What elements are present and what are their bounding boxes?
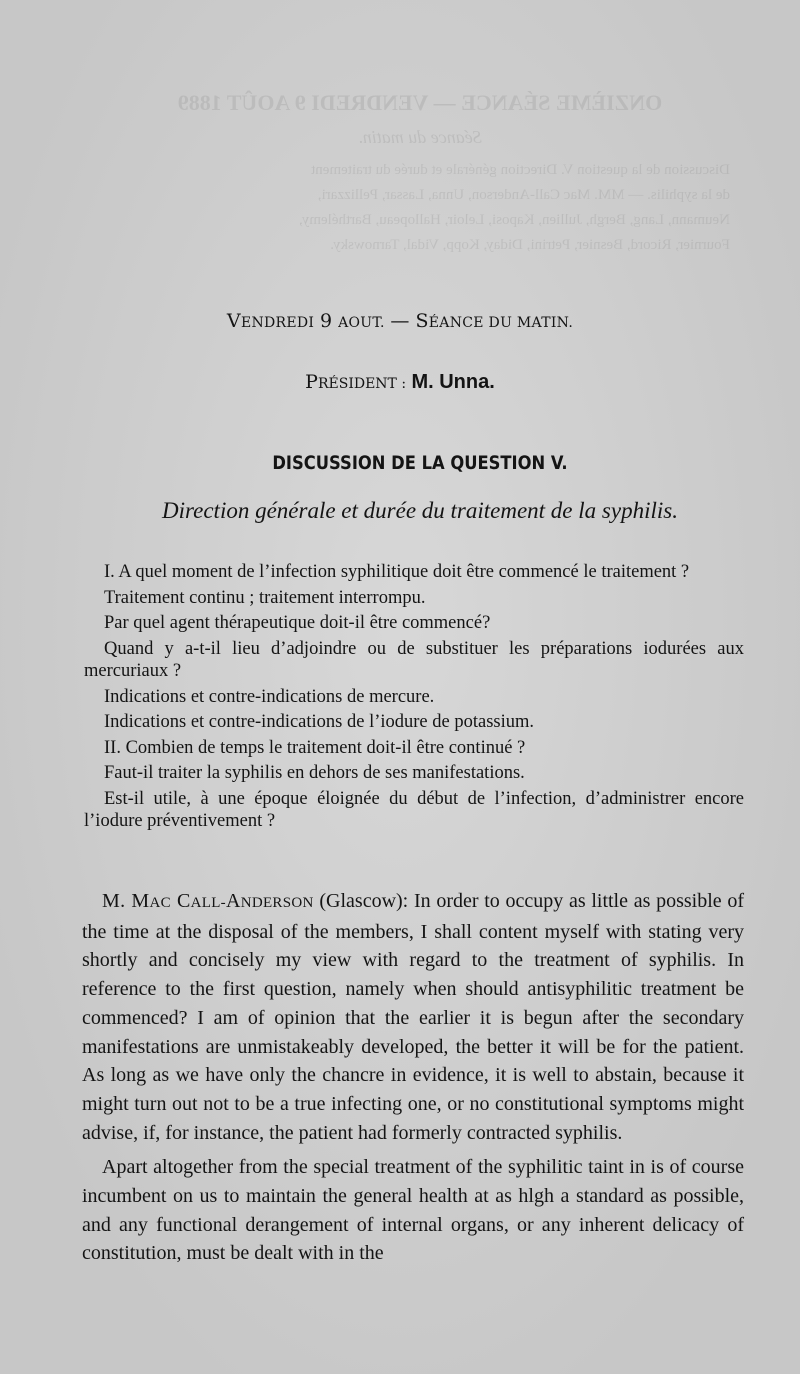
header-session-initial: S xyxy=(415,310,429,332)
speaker-rest: NDERSON xyxy=(240,895,314,911)
speech-paragraph-1 xyxy=(82,887,744,1147)
header-date: 9 xyxy=(319,310,333,332)
president-name: M. Unna. xyxy=(411,371,495,393)
discussion-subtitle: Direction générale et durée du traitement de la syphilis. xyxy=(162,498,678,523)
speech-body xyxy=(82,887,744,1274)
speech-paragraph-2: Apart altogether from the special treatment of the syphilitic taint in is of course incumbent on us to maintain the general health at as hlgh a standard as possible, and any functional derangement of internal organs, or any inherent delicacy of constitution, must be dealt with in the xyxy=(82,1156,744,1265)
question-item: Traitement continu ; traitement interrompu. xyxy=(104,587,426,608)
ghost-line: de la syphilis. — MM. Mac Call-Anderson, Unna, Lassar, Pellizzari, xyxy=(317,187,730,203)
header-session-rest: ÉANCE DU MATIN. xyxy=(428,315,574,331)
discussion-title: DISCUSSION DE LA QUESTION V. xyxy=(272,452,568,474)
question-item: Par quel agent thérapeutique doit-il être commencé? xyxy=(104,613,491,633)
question-item: Indications et contre-indications de l’iodure de potassium. xyxy=(104,712,535,732)
question-item: II. Combien de temps le traitement doit-il être continué ? xyxy=(104,737,526,758)
ghost-line: Neumann, Lang, Bergh, Jullien, Kaposi, Leloir, Hallopeau, Barthélemy, xyxy=(299,212,730,228)
speaker-rest: ALL- xyxy=(190,895,226,911)
header-day-rest: ENDREDI xyxy=(240,315,315,331)
speaker-name xyxy=(102,890,314,912)
ghost-line: Fournier, Ricord, Besnier, Petrini, Diday, Kopp, Vidal, Tarnowsky. xyxy=(330,237,730,253)
president-line xyxy=(0,371,800,394)
question-item: I. A quel moment de l’infection syphilitique doit être commencé le traitement ? xyxy=(104,562,690,582)
speaker-initial: M xyxy=(131,890,150,912)
ghost-line: Séance du matin. xyxy=(358,127,482,147)
question-item: Indications et contre-indications de mercure. xyxy=(104,686,435,707)
president-label-initial: P xyxy=(305,371,318,393)
ghost-line: ONZIÈME SÉANCE — VENDREDI 9 AOÛT 1889 xyxy=(177,90,663,115)
header-day-initial: V xyxy=(226,310,241,332)
question-item: Quand y a-t-il lieu d’adjoindre ou de substituer les préparations iodurées aux mercuriaux ? xyxy=(84,638,744,681)
bleed-through-text xyxy=(110,90,730,258)
ghost-line: Discussion de la question V. Direction générale et durée du traitement xyxy=(311,162,730,178)
question-list xyxy=(84,561,744,836)
paragraph-text: In order to occupy as little as possible of the time at the disposal of the members, I shall content myself with stating very shortly and concisely my view with regard to the treatment of syphilis. In reference to the first question, namely when should antisyphilitic treatment be commenced? I am of opinion that the earlier it is begun after the secondary manifestations are unmistakeably developed, the better it will be for the patient. As long as we have only the chancre in evidence, it is well to abstain, because it might turn out not to be a true infecting one, or no constitutional symptoms might advise, if, for instance, the patient had formerly contracted syphilis. xyxy=(82,890,744,1144)
header-dash: — xyxy=(390,310,410,332)
president-label-rest: RÉSIDENT : xyxy=(317,376,407,392)
session-header xyxy=(0,310,800,332)
speaker-prefix: M. xyxy=(102,890,126,912)
question-item: Est-il utile, à une époque éloignée du début de l’infection, d’administrer encore l’iodure préventivement ? xyxy=(84,788,744,831)
question-item: Faut-il traiter la syphilis en dehors de ses manifestations. xyxy=(104,763,525,783)
speaker-initial: A xyxy=(225,890,241,912)
speaker-rest: AC xyxy=(149,895,171,911)
speaker-place: (Glascow): xyxy=(319,890,409,912)
speaker-initial: C xyxy=(176,890,191,912)
header-month: AOUT. xyxy=(338,315,385,331)
